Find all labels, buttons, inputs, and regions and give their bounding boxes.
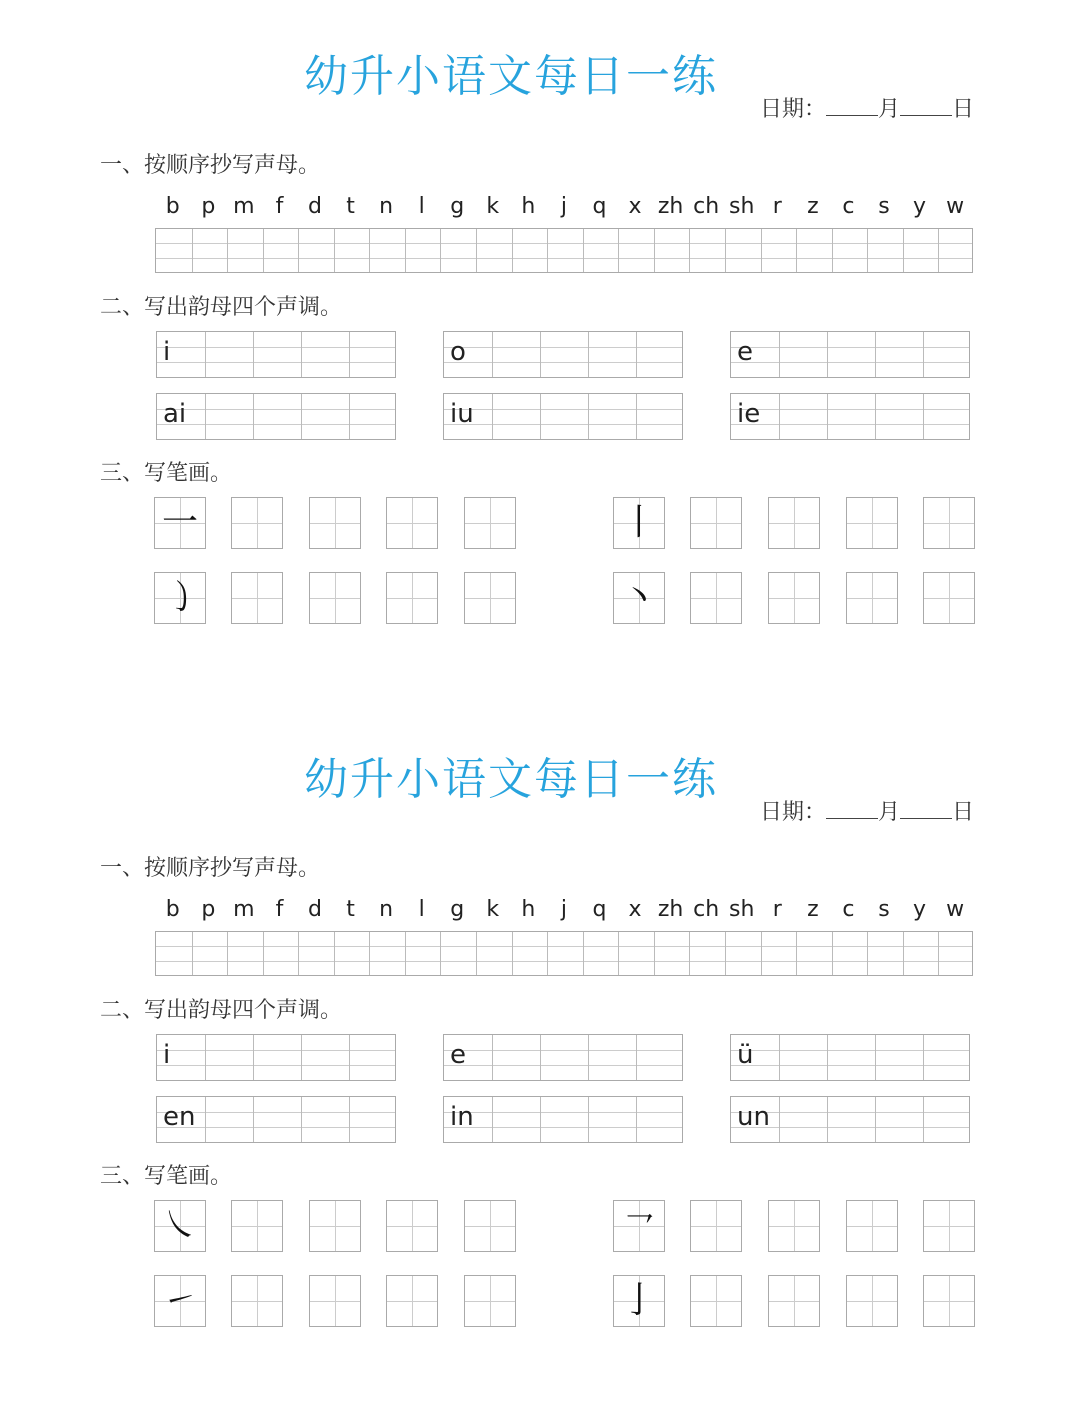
final-label: e [737,337,753,367]
date-label: 日期： [759,800,826,825]
worksheet-1 [0,0,1080,700]
tianzige-cell[interactable] [690,1200,742,1252]
initial-letter: j [560,897,567,922]
initial-letter: p [201,194,216,219]
tianzige-cell[interactable] [464,1275,516,1327]
initial-letter: sh [729,194,755,219]
initial-letter: y [913,194,927,219]
stroke-glyph: 丶 [620,577,657,618]
month-label: 月 [877,800,900,825]
tianzige-cell[interactable] [923,1200,975,1252]
final-label: e [450,1040,466,1070]
final-writing-box[interactable] [443,1034,683,1081]
tianzige-cell[interactable] [846,1275,898,1327]
date-label: 日期： [759,97,826,122]
initial-letter: y [913,897,927,922]
initial-letter: c [842,897,855,922]
stroke-model-cell [154,497,206,549]
tianzige-cell[interactable] [231,497,283,549]
tianzige-cell[interactable] [231,572,283,624]
section-1-title: 一、按顺序抄写声母。 [100,856,321,881]
initial-letter: s [878,194,890,219]
stroke-model-cell [613,497,665,549]
initial-letter: q [592,194,607,219]
tianzige-cell[interactable] [464,497,516,549]
initial-letter: l [418,194,425,219]
month-blank[interactable] [826,800,878,819]
stroke-glyph: 亅 [620,1280,657,1321]
tianzige-cell[interactable] [309,572,361,624]
initial-letter: d [308,194,322,219]
stroke-model-cell [154,1200,206,1252]
stroke-model-cell [613,1275,665,1327]
initial-letter: ch [693,194,720,219]
initial-letter: t [346,194,355,219]
month-blank[interactable] [826,97,878,116]
initial-letter: r [772,194,782,219]
initial-letter: f [275,897,284,922]
tianzige-cell[interactable] [923,572,975,624]
final-writing-box[interactable] [730,1096,970,1143]
final-writing-box[interactable] [730,393,970,440]
final-writing-box[interactable] [156,393,396,440]
final-writing-box[interactable] [156,1096,396,1143]
initial-letter: x [628,194,642,219]
final-writing-box[interactable] [730,1034,970,1081]
tianzige-cell[interactable] [768,572,820,624]
initial-letter: z [807,194,819,219]
stroke-glyph: 丨 [620,502,657,543]
tianzige-cell[interactable] [309,1200,361,1252]
day-blank[interactable] [900,800,952,819]
final-writing-box[interactable] [730,331,970,378]
initial-letter: m [233,194,255,219]
day-label: 日 [951,800,974,825]
initial-letter: k [486,897,500,922]
tianzige-cell[interactable] [768,1275,820,1327]
final-label: ie [737,399,761,429]
final-label: iu [450,399,474,429]
initial-letter: b [165,194,180,219]
day-label: 日 [951,97,974,122]
section-3-title: 三、写笔画。 [100,461,233,486]
stroke-glyph: ㇁ [161,577,198,618]
date-field [760,92,974,123]
initial-letter: n [379,194,394,219]
initial-letter: z [807,897,819,922]
final-writing-box[interactable] [443,1096,683,1143]
tianzige-cell[interactable] [464,572,516,624]
section-2-title: 二、写出韵母四个声调。 [100,998,343,1023]
tianzige-cell[interactable] [386,572,438,624]
tianzige-cell[interactable] [923,497,975,549]
stroke-glyph: ㇏ [161,1205,198,1246]
initial-letter: l [418,897,425,922]
tianzige-cell[interactable] [690,497,742,549]
month-label: 月 [877,97,900,122]
date-field [760,795,974,826]
stroke-glyph: 一 [161,502,198,543]
initial-letter: zh [657,194,684,219]
final-writing-box[interactable] [156,331,396,378]
worksheet-2 [0,703,1080,1403]
final-writing-box[interactable] [443,393,683,440]
day-blank[interactable] [900,97,952,116]
initial-letter: g [450,897,465,922]
tianzige-cell[interactable] [231,1275,283,1327]
initial-letter: h [521,194,536,219]
tianzige-cell[interactable] [386,1200,438,1252]
stroke-model-cell [613,1200,665,1252]
stroke-model-cell [154,572,206,624]
initial-letter: n [379,897,394,922]
tianzige-cell[interactable] [846,572,898,624]
initial-letter: zh [657,897,684,922]
tianzige-cell[interactable] [846,1200,898,1252]
final-label: un [737,1102,770,1132]
final-writing-box[interactable] [443,331,683,378]
initial-letter: j [560,194,567,219]
initial-letter: m [233,897,255,922]
final-label: en [163,1102,196,1132]
final-label: i [163,1040,171,1070]
initial-letter: c [842,194,855,219]
tianzige-cell[interactable] [309,497,361,549]
initial-letter: w [946,897,965,922]
final-writing-box[interactable] [156,1034,396,1081]
tianzige-cell[interactable] [309,1275,361,1327]
initial-letter: t [346,897,355,922]
initials-writing-grid[interactable] [155,931,973,976]
final-label: ü [737,1040,754,1070]
final-label: in [450,1102,474,1132]
tianzige-cell[interactable] [768,497,820,549]
final-label: i [163,337,171,367]
initial-letter: r [772,897,782,922]
tianzige-cell[interactable] [464,1200,516,1252]
section-2-title: 二、写出韵母四个声调。 [100,295,343,320]
stroke-model-cell [154,1275,206,1327]
tianzige-cell[interactable] [231,1200,283,1252]
initial-letter: h [521,897,536,922]
stroke-model-cell [613,572,665,624]
initial-letter: b [165,897,180,922]
initial-letter: d [308,897,322,922]
tianzige-cell[interactable] [846,497,898,549]
section-1-title: 一、按顺序抄写声母。 [100,153,321,178]
initial-letter: s [878,897,890,922]
worksheet-title: 幼升小语文每日一练 [304,51,718,102]
tianzige-cell[interactable] [923,1275,975,1327]
initial-letter: w [946,194,965,219]
initials-row [155,194,973,224]
initial-letter: sh [729,897,755,922]
tianzige-cell[interactable] [386,1275,438,1327]
tianzige-cell[interactable] [768,1200,820,1252]
tianzige-cell[interactable] [690,572,742,624]
initials-writing-grid[interactable] [155,228,973,273]
initial-letter: g [450,194,465,219]
stroke-glyph: ㇖ [620,1205,657,1246]
initial-letter: q [592,897,607,922]
stroke-glyph: ㇀ [161,1280,198,1321]
initial-letter: k [486,194,500,219]
section-3-title: 三、写笔画。 [100,1164,233,1189]
tianzige-cell[interactable] [690,1275,742,1327]
worksheet-title: 幼升小语文每日一练 [304,754,718,805]
tianzige-cell[interactable] [386,497,438,549]
initial-letter: p [201,897,216,922]
final-label: o [450,337,466,367]
final-label: ai [163,399,187,429]
initials-row [155,897,973,927]
initial-letter: x [628,897,642,922]
initial-letter: ch [693,897,720,922]
initial-letter: f [275,194,284,219]
